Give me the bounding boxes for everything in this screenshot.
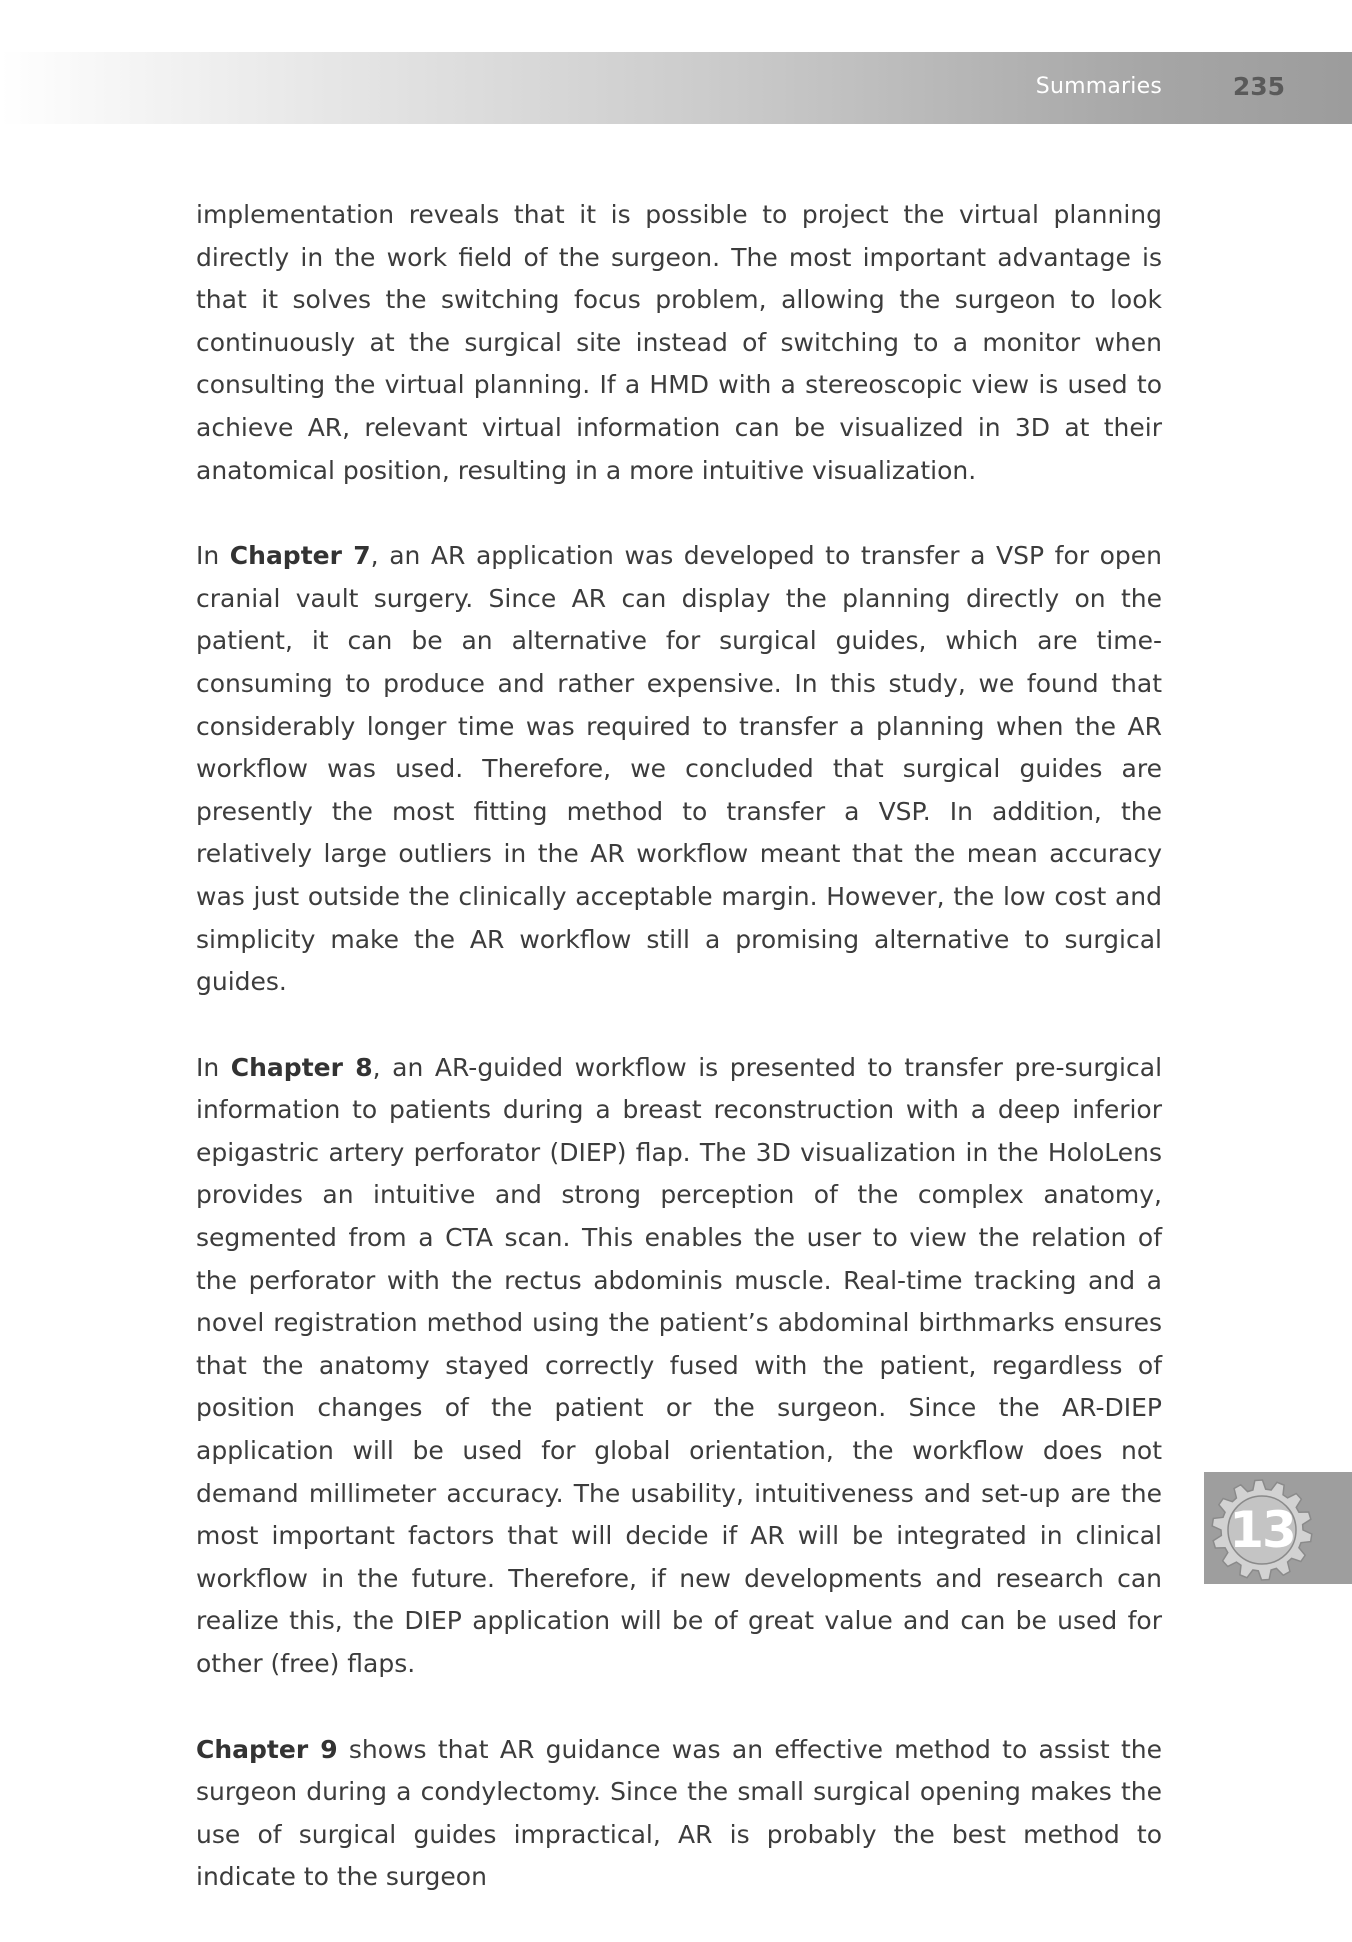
paragraph-prefix: In <box>196 1052 231 1082</box>
chapter-reference: Chapter 9 <box>196 1734 338 1764</box>
paragraph-text: implementation reveals that it is possible to project the virtual planning directly in the work field of the surgeon. The most important advantage is that it solves the switching focus problem, allowing the surgeon to look continuously at the surgical site instead of switching to a monitor when consulting the virtual planning. If a HMD with a stereoscopic view is used to achieve AR, relevant virtual information can be visualized in 3D at their anatomical position, resulting in a more intuitive visualization. <box>196 200 1162 485</box>
chapter-number: 13 <box>1229 1501 1295 1559</box>
paragraph <box>196 1047 1162 1686</box>
paragraph-text: , an AR application was developed to transfer a VSP for open cranial vault surgery. Since AR can display the planning directly on the patient, it can be an alternative for surgical guides, which are time-consuming to produce and rather expensive. In this study, we found that considerably longer time was required to transfer a planning when the AR workflow was used. Therefore, we concluded that surgical guides are presently the most fitting method to transfer a VSP. In addition, the relatively large outliers in the AR workflow meant that the mean accuracy was just outside the clinically acceptable margin. However, the low cost and simplicity make the AR workflow still a promising alternative to surgical guides. <box>196 541 1162 997</box>
body-text <box>196 194 1162 1942</box>
paragraph-text: , an AR-guided workflow is presented to transfer pre-surgical information to patients during a breast reconstruction with a deep inferior epigastric artery perforator (DIEP) flap. The 3D visualization in the HoloLens provides an intuitive and strong perception of the complex anatomy, segmented from a CTA scan. This enables the user to view the relation of the perforator with the rectus abdominis muscle. Real-time tracking and a novel registration method using the patient’s abdominal birthmarks ensures that the anatomy stayed correctly fused with the patient, regardless of position changes of the patient or the surgeon. Since the AR-DIEP application will be used for global orientation, the workflow does not demand millimeter accuracy. The usability, intuitiveness and set-up are the most important factors that will decide if AR will be integrated in clinical workflow in the future. Therefore, if new developments and research can realize this, the DIEP application will be of great value and can be used for other (free) flaps. <box>196 1052 1163 1678</box>
paragraph <box>196 1729 1162 1899</box>
paragraph-text: shows that AR guidance was an effective method to assist the surgeon during a condylectomy. Since the small surgical opening makes the use of surgical guides impractical, AR is probably the best method to indicate to the surgeon <box>196 1734 1162 1892</box>
chapter-reference: Chapter 8 <box>230 1052 373 1082</box>
running-header-title: Summaries <box>1035 74 1162 99</box>
page-number: 235 <box>1232 72 1285 101</box>
paragraph <box>196 194 1162 492</box>
paragraph <box>196 535 1162 1004</box>
paragraph-prefix: In <box>196 541 230 571</box>
chapter-reference: Chapter 7 <box>229 541 371 571</box>
